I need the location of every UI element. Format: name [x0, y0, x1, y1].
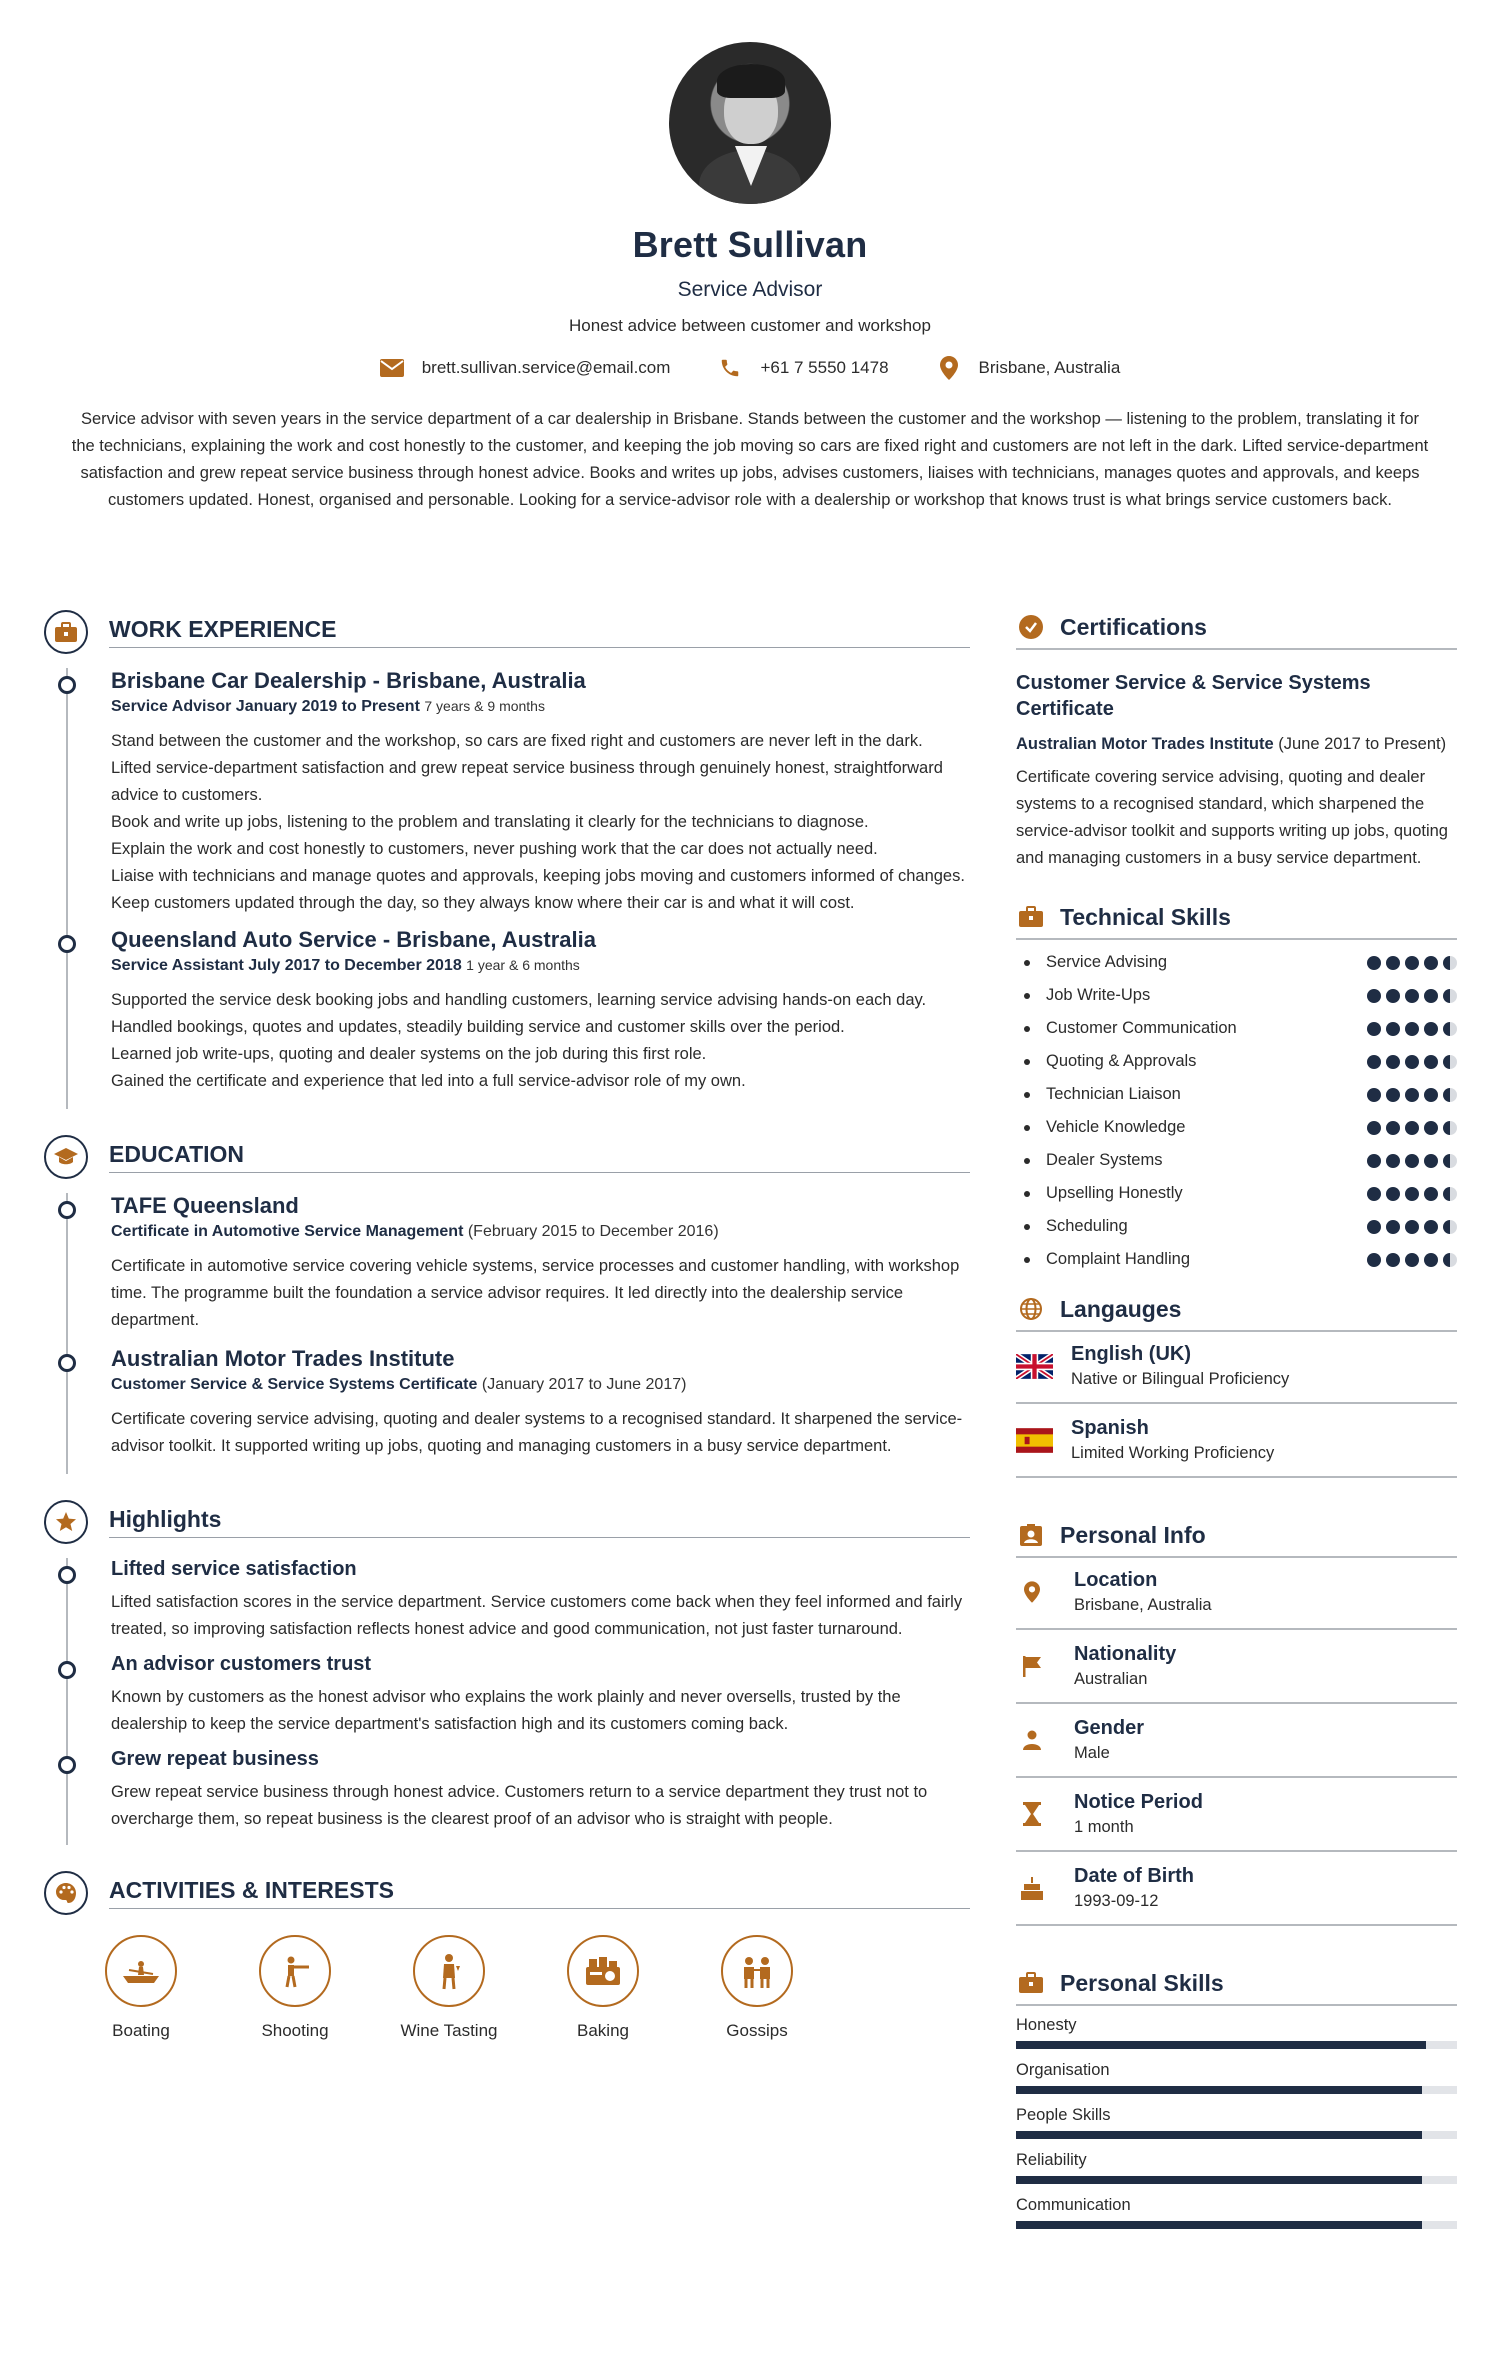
- rating-dot: [1367, 1253, 1381, 1267]
- star-icon: [44, 1500, 88, 1544]
- highlight-title: Lifted service satisfaction: [111, 1558, 357, 1580]
- skill-rating-dots: [1367, 956, 1457, 970]
- rating-dot: [1367, 989, 1381, 1003]
- candidate-tagline: Honest advice between customer and workshop: [569, 316, 931, 335]
- rating-dot: [1424, 1154, 1438, 1168]
- personal-info-date-of-birth: Date of Birth 1993-09-12: [1016, 1852, 1457, 1926]
- skill-level-fill: [1016, 2041, 1426, 2049]
- technical-skill-name: Service Advising: [1016, 953, 1167, 972]
- cake-icon: [1020, 1876, 1044, 1900]
- personal-info-heading: [1016, 1514, 1457, 1556]
- rating-dot: [1386, 1121, 1400, 1135]
- activities-heading: [44, 1867, 970, 1911]
- personal-info-notice-period: Notice Period 1 month: [1016, 1778, 1457, 1852]
- uk-flag: [1016, 1354, 1053, 1379]
- rating-dot: [1443, 956, 1457, 970]
- candidate-name: Brett Sullivan: [632, 224, 868, 265]
- highlight-title: An advisor customers trust: [111, 1653, 372, 1675]
- certification-description: Certificate covering service advising, quoting and dealer systems to a recognised standard, which sharpened the service-advisor toolkit and supports writing up jobs, quoting and managing customers in a busy service department.: [1016, 768, 1448, 867]
- rating-dot: [1443, 1055, 1457, 1069]
- highlight-description: Grew repeat service business through honest advice. Customers return to a service department they trust not to overcharge them, so repeat business is the clearest proof of an advisor who is straight with people.: [111, 1783, 928, 1828]
- language-name: Spanish: [1071, 1417, 1149, 1439]
- education-school: Australian Motor Trades Institute: [111, 1346, 455, 1371]
- rating-dot: [1405, 1187, 1419, 1201]
- technical-skill-row: [1016, 1210, 1457, 1243]
- rating-dot: [1367, 1220, 1381, 1234]
- contact-bar: [0, 356, 1500, 380]
- phone-icon: [718, 356, 742, 380]
- personal-info-gender: Gender Male: [1016, 1704, 1457, 1778]
- work-duration: 7 years & 9 months: [424, 698, 545, 714]
- timeline-dot: [58, 676, 76, 694]
- activity-label: Baking: [577, 2021, 629, 2040]
- personal-skill-row: [1016, 2188, 1457, 2233]
- personal-skills-list: [1016, 2008, 1457, 2233]
- work-entry: [111, 927, 970, 1095]
- personal-skill-name: Honesty: [1016, 2016, 1077, 2034]
- boat-icon: [105, 1935, 177, 2007]
- work-duration: 1 year & 6 months: [466, 957, 580, 973]
- technical-skill-row: [1016, 1177, 1457, 1210]
- activity-item: [218, 1935, 372, 2041]
- personal-skill-name: Reliability: [1016, 2151, 1087, 2169]
- timeline-dot: [58, 1661, 76, 1679]
- education-degree: Customer Service & Service Systems Certificate (January 2017 to June 2017): [111, 1376, 687, 1393]
- highlight-title: Grew repeat business: [111, 1748, 319, 1770]
- highlights-title: Highlights: [109, 1506, 222, 1532]
- skill-rating-dots: [1367, 989, 1457, 1003]
- technical-skill-name: Quoting & Approvals: [1016, 1052, 1196, 1071]
- certification-name: Customer Service & Service Systems Certificate: [1016, 672, 1371, 720]
- rating-dot: [1405, 1220, 1419, 1234]
- rating-dot: [1405, 956, 1419, 970]
- activity-item: [64, 1935, 218, 2041]
- activity-label: Gossips: [726, 2021, 788, 2040]
- skill-rating-dots: [1367, 1220, 1457, 1234]
- location-pin-icon: [1020, 1580, 1044, 1604]
- activity-item: [680, 1935, 834, 2041]
- education-degree: Certificate in Automotive Service Management (February 2015 to December 2016): [111, 1223, 719, 1240]
- candidate-role: Service Advisor: [677, 278, 823, 301]
- personal-skills-title: Personal Skills: [1060, 1970, 1224, 1996]
- language-name: English (UK): [1071, 1343, 1191, 1365]
- work-position: Service Advisor January 2019 to Present 7 years & 9 months: [111, 698, 545, 715]
- rating-dot: [1424, 1220, 1438, 1234]
- rating-dot: [1405, 1088, 1419, 1102]
- skill-level-fill: [1016, 2176, 1422, 2184]
- gossip-icon: [721, 1935, 793, 2007]
- profile-photo: [669, 42, 831, 204]
- activity-label: Shooting: [261, 2021, 329, 2040]
- resume-header: [0, 0, 1500, 514]
- work-description: Supported the service desk booking jobs and handling customers, learning service advising hands-on each day. Handled bookings, quotes and updates, steadily building service and customer skills over the period. Learned job write-ups, quoting and dealer systems on the job during this first role. Gained the certificate and experience that led into a full service-advisor role of my own.: [111, 991, 927, 1090]
- location-pin-icon: [937, 356, 961, 380]
- toolbox-icon: [1018, 1970, 1044, 1996]
- personal-skill-name: Communication: [1016, 2196, 1131, 2214]
- rating-dot: [1386, 1220, 1400, 1234]
- rating-dot: [1443, 989, 1457, 1003]
- activity-label: Boating: [112, 2021, 170, 2040]
- work-company: Brisbane Car Dealership - Brisbane, Australia: [111, 668, 586, 693]
- education-title: EDUCATION: [109, 1141, 245, 1167]
- contact-location: [937, 356, 1121, 380]
- personal-info-location: Location Brisbane, Australia: [1016, 1556, 1457, 1630]
- highlights-timeline: [66, 1558, 970, 1845]
- personal-skills-heading: [1016, 1962, 1457, 2004]
- language-item: [1016, 1330, 1457, 1404]
- skill-level-bar: [1016, 2176, 1457, 2184]
- education-school: TAFE Queensland: [111, 1193, 299, 1218]
- skill-level-bar: [1016, 2086, 1457, 2094]
- education-description: Certificate covering service advising, quoting and dealer systems to a recognised standard. It sharpened the service-advisor toolkit. It supported writing up jobs, quoting and managing customers in a busy service department.: [111, 1410, 963, 1455]
- rating-dot: [1443, 1220, 1457, 1234]
- work-timeline: [66, 668, 970, 1109]
- technical-skill-row: [1016, 979, 1457, 1012]
- technical-skill-row: [1016, 946, 1457, 979]
- timeline-dot: [58, 1201, 76, 1219]
- timeline-dot: [58, 1354, 76, 1372]
- personal-skill-name: People Skills: [1016, 2106, 1111, 2124]
- language-item: [1016, 1404, 1457, 1478]
- skill-level-fill: [1016, 2131, 1422, 2139]
- rating-dot: [1443, 1253, 1457, 1267]
- rating-dot: [1367, 1154, 1381, 1168]
- rating-dot: [1386, 1187, 1400, 1201]
- technical-skill-name: Vehicle Knowledge: [1016, 1118, 1185, 1137]
- skill-rating-dots: [1367, 1121, 1457, 1135]
- timeline-dot: [58, 1756, 76, 1774]
- rating-dot: [1405, 1022, 1419, 1036]
- rating-dot: [1386, 1154, 1400, 1168]
- highlight-entry: [111, 1653, 970, 1738]
- language-level: Native or Bilingual Proficiency: [1071, 1370, 1290, 1388]
- skill-level-fill: [1016, 2086, 1422, 2094]
- rating-dot: [1424, 1055, 1438, 1069]
- phone-text: +61 7 5550 1478: [760, 358, 889, 377]
- right-column: [1016, 606, 1457, 2233]
- technical-skills-list: [1016, 946, 1457, 1276]
- technical-skills-heading: [1016, 896, 1457, 938]
- education-entry: [111, 1346, 970, 1460]
- rating-dot: [1405, 1121, 1419, 1135]
- technical-skill-name: Upselling Honestly: [1016, 1184, 1183, 1203]
- id-card-icon: [1018, 1522, 1044, 1548]
- technical-skill-name: Technician Liaison: [1016, 1085, 1181, 1104]
- rating-dot: [1367, 1055, 1381, 1069]
- envelope-icon: [380, 356, 404, 380]
- rating-dot: [1424, 956, 1438, 970]
- certification-issuer: Australian Motor Trades Institute (June 2017 to Present): [1016, 735, 1447, 753]
- skill-level-bar: [1016, 2041, 1457, 2049]
- rating-dot: [1405, 1253, 1419, 1267]
- highlight-entry: [111, 1748, 970, 1833]
- rating-dot: [1443, 1022, 1457, 1036]
- highlight-entry: [111, 1558, 970, 1643]
- rating-dot: [1443, 1121, 1457, 1135]
- technical-skill-name: Job Write-Ups: [1016, 986, 1150, 1005]
- graduation-cap-icon: [44, 1135, 88, 1179]
- rating-dot: [1386, 989, 1400, 1003]
- technical-skill-row: [1016, 1144, 1457, 1177]
- contact-phone[interactable]: [718, 356, 888, 380]
- education-timeline: [66, 1193, 970, 1474]
- certifications-heading: [1016, 606, 1457, 648]
- skill-level-bar: [1016, 2221, 1457, 2229]
- skill-rating-dots: [1367, 1022, 1457, 1036]
- work-description: Stand between the customer and the workshop, so cars are fixed right and customers are never left in the dark. Lifted service-department satisfaction and grew repeat service business through genuinely honest, straightforward advice to customers. Book and write up jobs, listening to the problem and translating it clearly for the technicians to diagnose. Explain the work and cost honestly to customers, never pushing work that the car does not actually need. Liaise with technicians and manage quotes and approvals, keeping jobs moving and customers informed of changes. Keep customers updated through the day, so they always know where their car is and what it will cost.: [111, 732, 965, 912]
- work-entry: [111, 668, 970, 917]
- activity-item: [526, 1935, 680, 2041]
- left-column: [44, 606, 970, 2041]
- rating-dot: [1386, 956, 1400, 970]
- personal-info-nationality: Nationality Australian: [1016, 1630, 1457, 1704]
- rating-dot: [1367, 1022, 1381, 1036]
- rating-dot: [1424, 1253, 1438, 1267]
- personal-skill-name: Organisation: [1016, 2061, 1110, 2079]
- spain-flag: [1016, 1428, 1053, 1453]
- highlight-description: Known by customers as the honest advisor who explains the work plainly and never oversells, trusted by the dealership to keep the service department's satisfaction high and its customers coming back.: [111, 1688, 901, 1733]
- technical-skill-row: [1016, 1078, 1457, 1111]
- technical-skill-row: [1016, 1243, 1457, 1276]
- personal-skill-row: [1016, 2143, 1457, 2188]
- technical-skill-row: [1016, 1111, 1457, 1144]
- rating-dot: [1386, 1253, 1400, 1267]
- timeline-dot: [58, 935, 76, 953]
- activities-title: ACTIVITIES & INTERESTS: [109, 1877, 394, 1903]
- rating-dot: [1367, 1121, 1381, 1135]
- highlight-description: Lifted satisfaction scores in the service department. Service customers come back when they feel informed and fairly treated, so improving satisfaction reflects honest advice and good communication, not just faster turnaround.: [111, 1593, 963, 1638]
- personal-skill-row: [1016, 2098, 1457, 2143]
- palette-icon: [44, 1871, 88, 1915]
- toolbox-icon: [1018, 904, 1044, 930]
- rating-dot: [1405, 1154, 1419, 1168]
- rating-dot: [1405, 1055, 1419, 1069]
- rating-dot: [1405, 989, 1419, 1003]
- technical-skill-name: Complaint Handling: [1016, 1250, 1190, 1269]
- flag-icon: [1020, 1654, 1044, 1678]
- skill-rating-dots: [1367, 1253, 1457, 1267]
- personal-skill-row: [1016, 2053, 1457, 2098]
- rating-dot: [1424, 1187, 1438, 1201]
- activity-label: Wine Tasting: [400, 2021, 498, 2040]
- timeline-dot: [58, 1566, 76, 1584]
- rating-dot: [1367, 1187, 1381, 1201]
- skill-rating-dots: [1367, 1187, 1457, 1201]
- rating-dot: [1424, 989, 1438, 1003]
- hourglass-icon: [1020, 1802, 1044, 1826]
- rating-dot: [1367, 956, 1381, 970]
- rating-dot: [1443, 1154, 1457, 1168]
- briefcase-icon: [44, 610, 88, 654]
- rating-dot: [1443, 1187, 1457, 1201]
- rating-dot: [1424, 1088, 1438, 1102]
- email-text: brett.sullivan.service@email.com: [421, 358, 671, 377]
- education-heading: [44, 1131, 970, 1175]
- profile-summary: Service advisor with seven years in the service department of a car dealership in Brisbane. Stands between the customer and the workshop — listening to the problem, translating it for the technicians, explaining the work and cost honestly to the customer, and keeping the job moving so cars are fixed right and customers are not left in the dark. Lifted service-department satisfaction and grew repeat service business through honest advice. Books and writes up jobs, advises customers, liaises with technicians, manages quotes and approvals, and keeps customers updated. Honest, organised and personable. Looking for a service-advisor role with a dealership or workshop that knows trust is what brings service customers back.: [71, 410, 1429, 509]
- activities-list: [44, 1935, 970, 2041]
- technical-skill-name: Dealer Systems: [1016, 1151, 1162, 1170]
- rating-dot: [1386, 1022, 1400, 1036]
- rating-dot: [1424, 1121, 1438, 1135]
- skill-rating-dots: [1367, 1154, 1457, 1168]
- education-description: Certificate in automotive service covering vehicle systems, service processes and customer handling, with workshop time. The programme built the foundation a service advisor requires. It led directly into the dealership service department.: [111, 1257, 960, 1329]
- globe-icon: [1018, 1296, 1044, 1322]
- shooting-icon: [259, 1935, 331, 2007]
- work-experience-heading: [44, 606, 970, 650]
- activity-item: [372, 1935, 526, 2041]
- skill-level-bar: [1016, 2131, 1457, 2139]
- rating-dot: [1443, 1088, 1457, 1102]
- location-text: Brisbane, Australia: [978, 358, 1121, 377]
- contact-email[interactable]: [380, 356, 671, 380]
- language-level: Limited Working Proficiency: [1071, 1444, 1275, 1462]
- certifications-title: Certifications: [1060, 614, 1207, 640]
- certificate-badge-icon: [1018, 614, 1044, 640]
- skill-level-fill: [1016, 2221, 1422, 2229]
- technical-skill-row: [1016, 1012, 1457, 1045]
- work-position: Service Assistant July 2017 to December 2018 1 year & 6 months: [111, 957, 580, 974]
- rating-dot: [1367, 1088, 1381, 1102]
- technical-skill-row: [1016, 1045, 1457, 1078]
- baking-icon: [567, 1935, 639, 2007]
- languages-title: Langauges: [1060, 1296, 1182, 1322]
- rating-dot: [1424, 1022, 1438, 1036]
- skill-rating-dots: [1367, 1055, 1457, 1069]
- personal-info-title: Personal Info: [1060, 1522, 1206, 1548]
- work-experience-title: WORK EXPERIENCE: [109, 616, 337, 642]
- wine-tasting-icon: [413, 1935, 485, 2007]
- languages-heading: [1016, 1288, 1457, 1330]
- rating-dot: [1386, 1055, 1400, 1069]
- personal-skill-row: [1016, 2008, 1457, 2053]
- highlights-heading: [44, 1496, 970, 1540]
- education-entry: [111, 1193, 970, 1334]
- rating-dot: [1386, 1088, 1400, 1102]
- skill-rating-dots: [1367, 1088, 1457, 1102]
- person-icon: [1020, 1728, 1044, 1752]
- work-company: Queensland Auto Service - Brisbane, Australia: [111, 927, 596, 952]
- technical-skill-name: Scheduling: [1016, 1217, 1128, 1236]
- technical-skills-title: Technical Skills: [1060, 904, 1231, 930]
- technical-skill-name: Customer Communication: [1016, 1019, 1237, 1038]
